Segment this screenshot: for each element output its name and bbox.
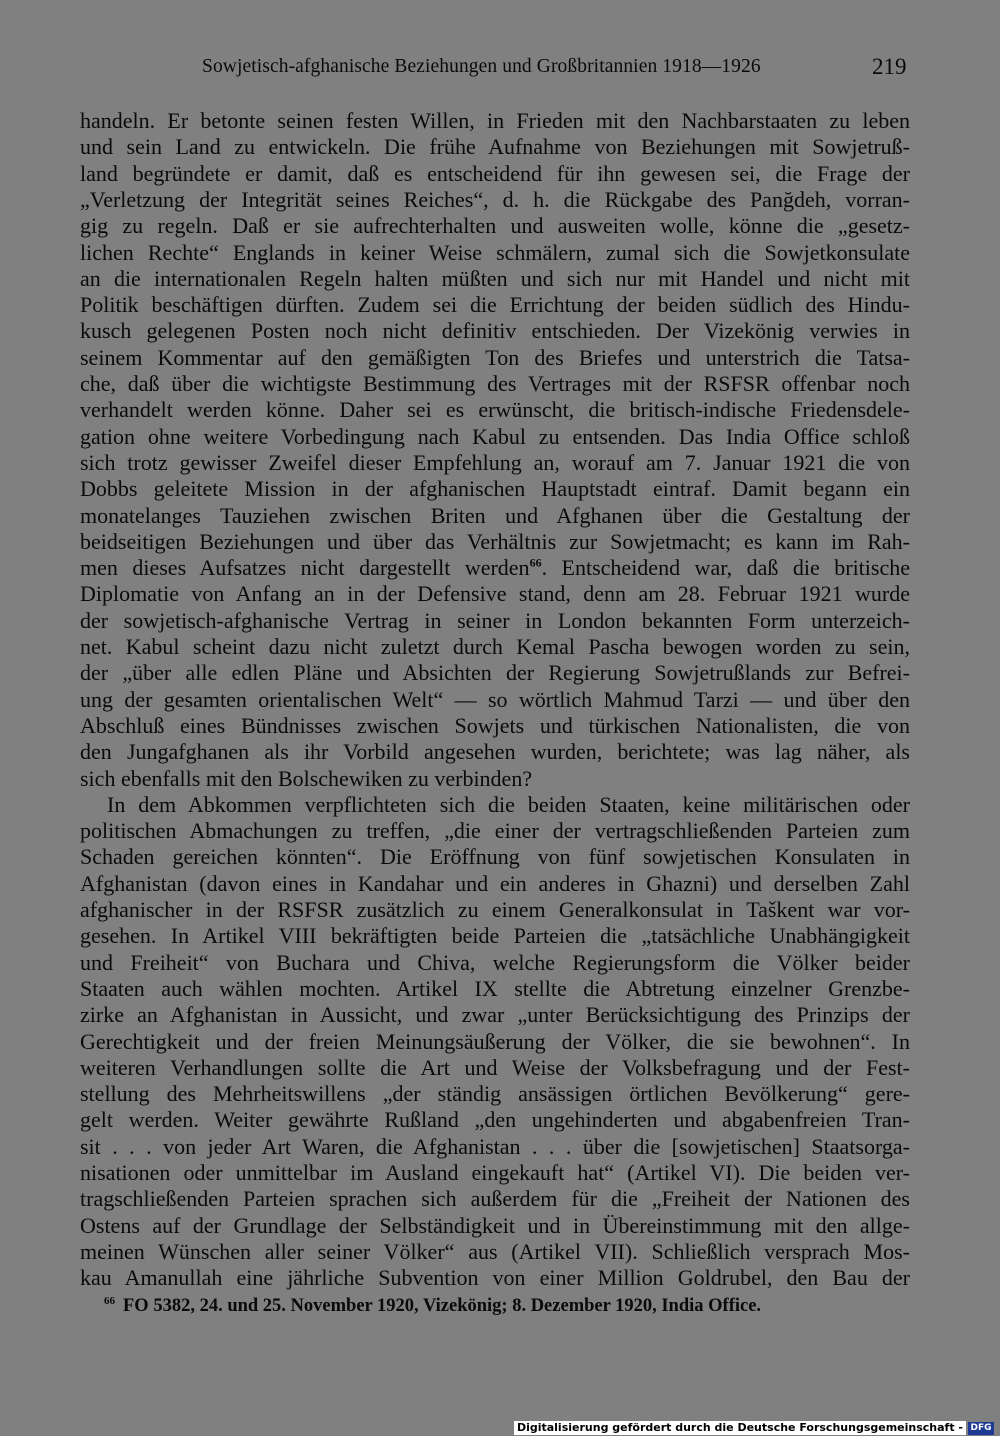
dfg-banner	[514, 1420, 994, 1436]
text-line: Schaden gereichen könnten“. Die Eröffnung von fünf sowjetischen Konsulaten in	[80, 844, 910, 870]
text-line: Dobbs geleitete Mission in der afghanischen Hauptstadt eintraf. Damit begann ein	[80, 476, 910, 502]
footnote	[104, 1293, 884, 1319]
text-line: gesehen. In Artikel VIII bekräftigten beide Parteien die „tatsächliche Unabhängigkeit	[80, 923, 910, 949]
text-line: beidseitigen Beziehungen und über das Verhältnis zur Sowjetmacht; es kann im Rah-	[80, 528, 910, 554]
text-line: nisationen oder unmittelbar im Ausland eingekauft hat“ (Artikel VI). Die beiden ver-	[80, 1160, 910, 1185]
text-line: kau Amanullah eine jährliche Subvention von einer Million Goldrubel, den Bau der	[80, 1265, 910, 1291]
text-line: zirke an Afghanistan in Aussicht, und zwar „unter Berücksichtigung des Prinzips der	[80, 1002, 910, 1028]
text-line: tragschließenden Parteien sprachen sich außerdem für die „Freiheit der Nationen des	[80, 1186, 910, 1212]
text-line: „Verletzung der Integrität seines Reiches“, d. h. die Rückgabe des Panğdeh, vorran-	[80, 186, 910, 212]
text-line: Ostens auf der Grundlage der Selbständigkeit und in Übereinstimmung mit den allge-	[80, 1212, 910, 1238]
text-line: stellung des Mehrheitswillens „der ständig ansässigen örtlichen Bevölkerung“ gere-	[80, 1081, 910, 1107]
text-line-with-footnote-ref	[80, 554, 910, 581]
text-line: weiteren Verhandlungen sollte die Art und Weise der Volksbefragung und der Fest-	[80, 1054, 910, 1080]
text-line: Afghanistan (davon eines in Kandahar und ein anderes in Ghazni) und derselben Zahl	[80, 870, 910, 896]
text-segment: . Entscheidend war, daß die britische	[541, 555, 910, 581]
footnote-number: 66	[104, 1294, 115, 1307]
running-head	[0, 52, 1000, 86]
text-line: sich ebenfalls mit den Bolschewiken zu verbinden?	[80, 765, 533, 791]
footnote-reference: 66	[529, 555, 542, 570]
text-line: kusch gelegenen Posten noch nicht definitiv entschieden. Der Vizekönig verwies in	[80, 318, 910, 344]
paragraph-first-line: In dem Abkommen verpflichteten sich die beiden Staaten, keine militärischen oder	[107, 791, 910, 817]
text-segment: men dieses Aufsatzes nicht dargestellt werden	[80, 555, 530, 581]
text-line: und sein Land zu entwickeln. Die frühe Aufnahme von Beziehungen mit Sowjetruß-	[80, 134, 910, 160]
text-line: ung der gesamten orientalischen Welt“ — so wörtlich Mahmud Tarzi — und über den	[80, 686, 910, 712]
text-line: land begründete er damit, daß es entscheidend für ihn gewesen sei, die Frage der	[80, 160, 910, 186]
text-line: Diplomatie von Anfang an in der Defensive stand, denn am 28. Februar 1921 wurde	[80, 581, 910, 607]
text-line: politischen Abmachungen zu treffen, „die einer der vertragschließenden Parteien zum	[80, 818, 910, 844]
text-line: der „über alle edlen Pläne und Absichten der Regierung Sowjetrußlands zur Befrei-	[80, 660, 910, 686]
text-line: net. Kabul scheint dazu nicht zuletzt durch Kemal Pascha bewogen worden zu sein,	[80, 634, 910, 659]
text-line: sit . . . von jeder Art Waren, die Afghanistan . . . über die [sowjetischen] Staatsorga-	[80, 1133, 910, 1159]
text-line: gig zu regeln. Daß er sie aufrechterhalten und ausweiten wolle, könne die „gesetz-	[80, 213, 910, 239]
text-line: seinem Kommentar auf den gemäßigten Ton des Briefes und unterstrich die Tatsa-	[80, 344, 910, 370]
text-line: handeln. Er betonte seinen festen Willen, in Frieden mit den Nachbarstaaten zu leben	[80, 108, 910, 133]
text-line: Politik beschäftigen dürften. Zudem sei die Errichtung der beiden südlich des Hindu-	[80, 292, 910, 318]
text-line: den Jungafghanen als ihr Vorbild angesehen wurden, berichtete; was lag näher, als	[80, 739, 910, 765]
page-number: 219	[872, 54, 907, 79]
text-line: an die internationalen Regeln halten müßten und sich nur mit Handel und nicht mit	[80, 265, 910, 291]
text-line: gation ohne weitere Vorbedingung nach Kabul zu entsenden. Das India Office schloß	[80, 423, 910, 449]
text-line: Abschluß eines Bündnisses zwischen Sowjets und türkischen Nationalisten, die von	[80, 712, 910, 738]
text-line: der sowjetisch-afghanische Vertrag in seiner in London bekannten Form unterzeich-	[80, 607, 910, 633]
text-line: monatelanges Tauziehen zwischen Briten und Afghanen über die Gestaltung der	[80, 502, 910, 528]
text-line: Staaten auch wählen mochten. Artikel IX stellte die Abtretung einzelner Grenzbe-	[80, 975, 910, 1001]
text-line: afghanischer in der RSFSR zusätzlich zu einem Generalkonsulat in Taškent war vor-	[80, 897, 910, 922]
footnote-text: FO 5382, 24. und 25. November 1920, Vizekönig; 8. Dezember 1920, India Office.	[123, 1296, 762, 1316]
text-line: und Freiheit“ von Buchara und Chiva, welche Regierungsform die Völker beider	[80, 949, 910, 975]
text-line: che, daß über die wichtigste Bestimmung des Vertrages mit der RSFSR offenbar noch	[80, 371, 910, 396]
text-line: Gerechtigkeit und der freien Meinungsäußerung der Völker, die sie bewohnen“. In	[80, 1028, 910, 1054]
text-line: lichen Rechte“ Englands in keiner Weise schmälern, zumal sich die Sowjetkonsulate	[80, 239, 910, 265]
text-line: gelt werden. Weiter gewährte Rußland „den ungehinderten und abgabenfreien Tran-	[80, 1107, 910, 1133]
dfg-logo-icon: DFG	[968, 1422, 994, 1435]
text-line: meinen Wünschen aller seiner Völker“ aus (Artikel VII). Schließlich versprach Mos-	[80, 1238, 910, 1264]
text-line: sich trotz gewisser Zweifel dieser Empfehlung an, worauf am 7. Januar 1921 die von	[80, 449, 910, 475]
dfg-banner-text: Digitalisierung gefördert durch die Deutsche Forschungsgemeinschaft -	[514, 1421, 966, 1435]
running-title: Sowjetisch-afghanische Beziehungen und Großbritannien 1918—1926	[202, 56, 761, 77]
text-line: verhandelt werden könne. Daher sei es erwünscht, die britisch-indische Friedensdele-	[80, 397, 910, 423]
